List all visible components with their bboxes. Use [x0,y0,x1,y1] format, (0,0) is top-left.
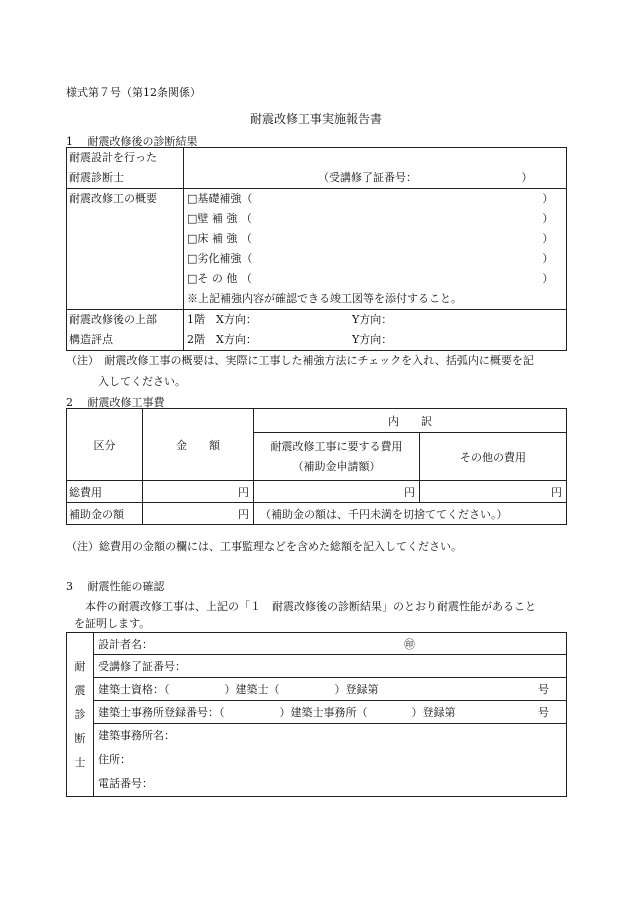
floor2-x: 2階 X方向： [187,333,257,346]
reinforcement-item[interactable]: □ 床 補 強 （ ） [187,229,566,249]
diagnosis-table [66,147,567,351]
subsidy-label: 補助金の額 [67,503,143,525]
total-cost-amount[interactable]: 円 [143,481,254,503]
section3-body-b: を証明します。 [74,617,151,630]
checkbox-icon[interactable]: □ [187,272,198,285]
cost-table [66,408,567,525]
reinforcement-item[interactable]: □ 基礎補強（ ） [187,189,566,209]
total-work-cost[interactable]: 円 [254,481,420,503]
uchiwake-header: 内 訳 [254,409,567,433]
office-name: 建築事務所名： [98,729,175,742]
section3-heading: 3 耐震性能の確認 [66,580,165,593]
form-number: 様式第７号（第12条関係） [66,86,201,99]
license-cell[interactable]: 建築士資格：（ ）建築士（ ）登録第 号 [94,678,567,701]
section1-note-b: 入してください。 [98,375,186,388]
structure-score-cell[interactable] [184,310,567,351]
reinforcement-item[interactable]: □ 劣化補強（ ） [187,249,566,269]
attachment-note: ※上記補強内容が確認できる竣工図等を添付すること。 [187,292,462,305]
checkbox-icon[interactable]: □ [187,212,198,225]
seal-icon: ㊞ [404,637,415,651]
office-detail-cell[interactable] [94,724,567,797]
address: 住所： [98,753,131,766]
section2-heading: 2 耐震改修工事費 [66,396,165,409]
designer-label-cell: 耐震設計を行った 耐震診断士 [67,148,184,189]
total-other-cost[interactable]: 円 [420,481,567,503]
designer-name-cell[interactable]: 設計者名： ㊞ [94,633,567,655]
floor1-x: 1階 X方向： [187,313,257,326]
kingaku-header: 金 額 [143,409,254,481]
cert-number-field: （受講修了証番号： ） [318,171,533,184]
checkbox-icon[interactable]: □ [187,192,198,205]
designer-value-cell[interactable] [184,148,567,189]
certifier-side-label: 耐 震 診 断 士 [67,633,94,797]
page-title: 耐震改修工事実施報告書 [250,112,383,126]
certifier-table [66,632,567,797]
checkbox-icon[interactable]: □ [187,232,198,245]
total-cost-label: 総費用 [67,481,143,503]
kubun-header: 区分 [67,409,143,481]
section1-note-a: （注） 耐震改修工事の概要は、実際に工事した補強方法にチェックを入れ、括弧内に概要を記 [66,354,534,367]
reinforcement-item[interactable]: □ 壁 補 強 （ ） [187,209,566,229]
subsidy-note: （補助金の額は、千円未満を切捨ててください。） [254,503,567,525]
section2-note: （注）総費用の金額の欄には、工事監理などを含めた総額を記入してください。 [66,540,462,553]
checkbox-icon[interactable]: □ [187,252,198,265]
work-summary-label: 耐震改修工の概要 [67,189,184,310]
cert-number-cell[interactable]: 受講修了証番号： [94,655,567,678]
floor1-y: Y方向： [352,313,393,326]
reinforcement-item[interactable]: □ そ の 他 （ ） [187,269,566,289]
structure-score-label: 耐震改修後の上部 構造評点 [67,310,184,351]
subsidy-amount[interactable]: 円 [143,503,254,525]
floor2-y: Y方向： [352,333,393,346]
office-reg-cell[interactable]: 建築士事務所登録番号：（ ）建築士事務所（ ）登録第 号 [94,701,567,724]
other-cost-header: その他の費用 [420,433,567,481]
work-summary-cell [184,189,567,310]
phone: 電話番号： [98,777,153,790]
work-cost-header: 耐震改修工事に要する費用 （補助金申請額） [254,433,420,481]
section3-body-a: 本件の耐震改修工事は、上記の「１ 耐震改修後の診断結果」のとおり耐震性能があること [85,600,536,613]
section1-heading: 1 耐震改修後の診断結果 [66,135,198,148]
